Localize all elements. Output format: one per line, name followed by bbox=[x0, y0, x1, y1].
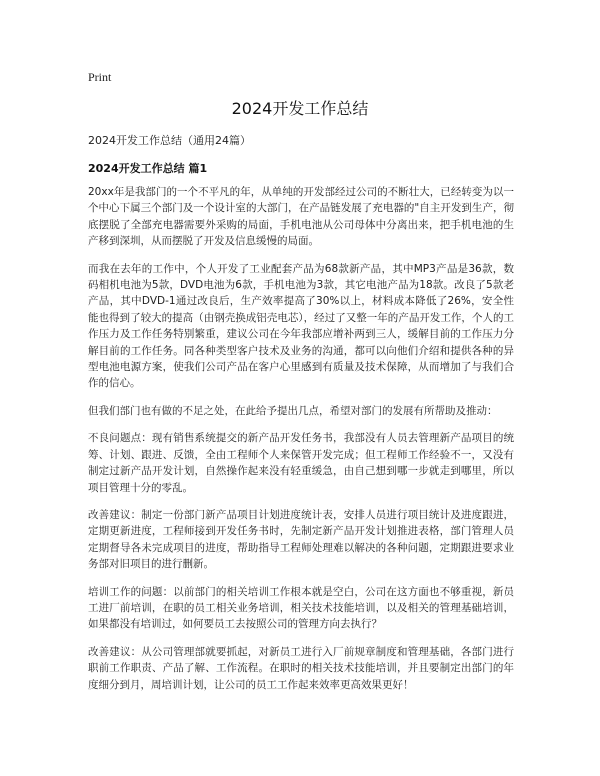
paragraph-2: 而我在去年的工作中，个人开发了工业配套产品为68款新产品，其中MP3产品是36款，数码相机电池为5款，DVD电池为6款，手机电池为3款，其它电池产品为18款。改良了5款老产品，其中DVD-1通过改良后，生产效率提高了30%以上，材料成本降低了26%，安全性能也得到了较大的提高（由钢壳换成铝壳电芯），经过了又整一年的产品开发工作，个人的工作压力及工作任务特别繁重，建议公司在今年我部应增补两到三人，缓解目前的工作压力分解目前的工作任务。同各种类型客户技术及业务的沟通，都可以向他们介绍和提供各种的异型电池电源方案，使我们公司产品在客户心里感到有质量及技术保障，从而增加了与我们合作的信心。 bbox=[88, 262, 514, 390]
document-title: 2024开发工作总结 bbox=[231, 99, 369, 118]
paragraph-3: 但我们部门也有做的不足之处，在此给予提出几点，希望对部门的发展有所帮助及推动： bbox=[88, 404, 498, 417]
paragraph-4: 不良问题点：现有销售系统提交的新产品开发任务书，我部没有人员去管理新产品项目的统筹、计划、跟进、反馈，全由工程师个人来保管开发完成；但工程师工作经验不一，又没有制定过新产品开发计划，自然操作起来没有轻重缓急，由自己想到哪一步就走到哪里，所以项目管理十分的零乱。 bbox=[88, 432, 514, 494]
document-subtitle: 2024开发工作总结（通用24篇） bbox=[88, 134, 251, 147]
paragraph-5: 改善建议：制定一份部门新产品项目计划进度统计表，安排人员进行项目统计及进度跟进，定期更新进度，工程师接到开发任务书时，先制定新产品开发计划推进表格，部门管理人员定期督导各未完成项目的进度，帮助指导工程师处理难以解决的各种问题，定期跟进要求业务部对旧项目的进行删新。 bbox=[88, 508, 514, 571]
print-link[interactable]: Print bbox=[88, 70, 112, 84]
paragraph-6: 培训工作的问题：以前部门的相关培训工作根本就是空白，公司在这方面也不够重视，新员工进厂前培训，在职的员工相关业务培训，相关技术技能培训，以及相关的管理基础培训，如果都没有培训过，如何要员工去按照公司的管理方向去执行？ bbox=[88, 585, 514, 631]
paragraph-1: 20xx年是我部门的一个不平凡的年，从单纯的开发部经过公司的不断壮大，已经转变为以一个中心下属三个部门及一个设计室的大部门，在产品链发展了充电器的"自主开发到生产，彻底摆脱了全部充电器需要外采购的局面，手机电池从公司母体中分离出来，把手机电池的生产移到深圳，从而摆脱了开发及信息缓慢的局面。 bbox=[88, 186, 514, 248]
section-heading: 2024开发工作总结 篇1 bbox=[88, 162, 208, 175]
paragraph-7: 改善建议：从公司管理部就要抓起，对新员工进行入厂前规章制度和管理基础，各部门进行职前工作职责、产品了解、工作流程。在职时的相关技术技能培训，并且要制定出部门的年度细分到月，周培训计划，让公司的员工工作起来效率更高效果更好！ bbox=[88, 645, 514, 691]
document-body bbox=[88, 184, 514, 704]
